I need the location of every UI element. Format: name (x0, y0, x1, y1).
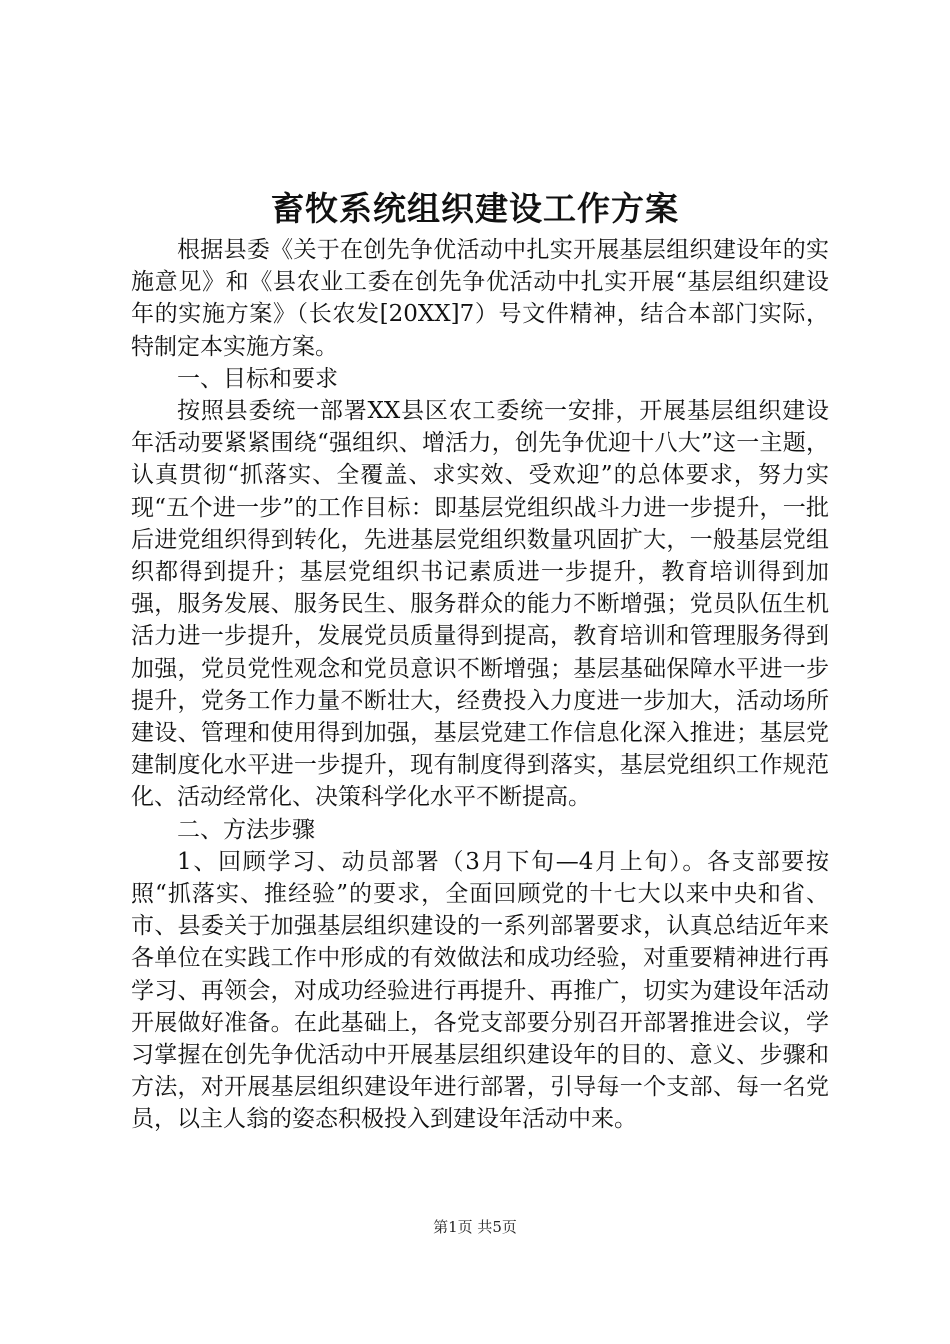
document-title: 畜牧系统组织建设工作方案 (271, 189, 679, 228)
intro-paragraph: 根据县委《关于在创先争优活动中扎实开展基层组织建设年的实施意见》和《县农业工委在创先争优活动中扎实开展“基层组织建设年的实施方案》（长农发[20XX]7）号文件精神，结合本部门实际，特制定本实施方案。 (131, 237, 829, 360)
section-heading-goals: 一、目标和要求 (177, 365, 338, 392)
section-heading-steps: 二、方法步骤 (177, 816, 315, 843)
step-one-paragraph: 1、回顾学习、动员部署（3月下旬—4月上旬）。各支部要按照“抓落实、推经验”的要求，全面回顾党的十七大以来中央和省、市、县委关于加强基层组织建设的一系列部署要求，认真总结近年来各单位在实践工作中形成的有效做法和成功经验，对重要精神进行再学习、再领会，对成功经验进行再提升、再推广，切实为建设年活动开展做好准备。在此基础上，各党支部要分别召开部署推进会议，学习掌握在创先争优活动中开展基层组织建设年的目的、意义、步骤和方法，对开展基层组织建设年进行部署，引导每一个支部、每一名党员，以主人翁的姿态积极投入到建设年活动中来。 (131, 848, 829, 1133)
page-footer: 第1页 共5页 (433, 1218, 517, 1236)
goals-paragraph: 按照县委统一部署XX县区农工委统一安排，开展基层组织建设年活动要紧紧围绕“强组织、增活力，创先争优迎十八大”这一主题，认真贯彻“抓落实、全覆盖、求实效、受欢迎”的总体要求，努力实现“五个进一步”的工作目标：即基层党组织战斗力进一步提升，一批后进党组织得到转化，先进基层党组织数量巩固扩大，一般基层党组织都得到提升；基层党组织书记素质进一步提升，教育培训得到加强，服务发展、服务民生、服务群众的能力不断增强；党员队伍生机活力进一步提升，发展党员质量得到提高，教育培训和管理服务得到加强，党员党性观念和党员意识不断增强；基层基础保障水平进一步提升，党务工作力量不断壮大，经费投入力度进一步加大，活动场所建设、管理和使用得到加强，基层党建工作信息化深入推进；基层党建制度化水平进一步提升，现有制度得到落实，基层党组织工作规范化、活动经常化、决策科学化水平不断提高。 (131, 398, 829, 811)
document-body (131, 234, 829, 1136)
